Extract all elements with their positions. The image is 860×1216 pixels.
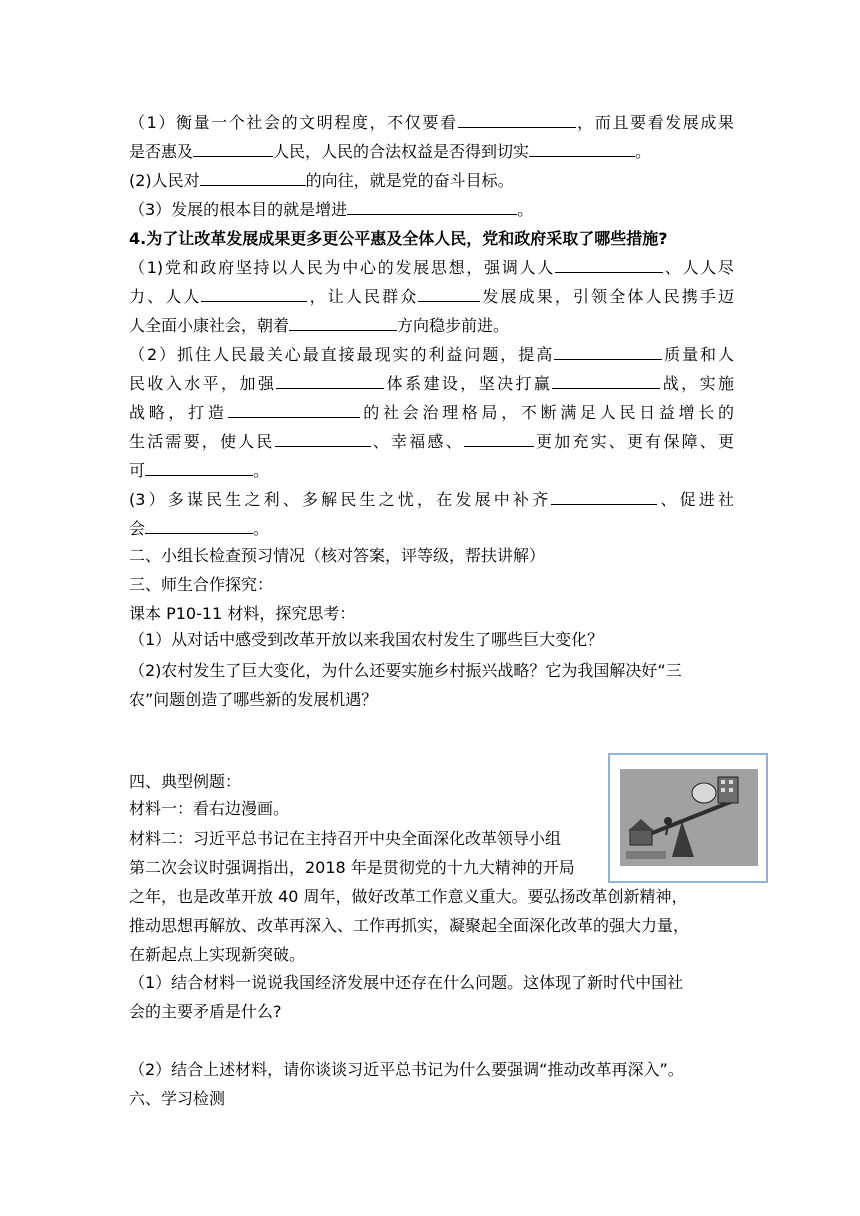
question-line: （2）结合上述材料，请你谈谈习近平总书记为什么要强调“推动改革再深入”。	[129, 1060, 684, 1079]
text-line: (2)人民对 的向往，就是党的奋斗目标。	[129, 166, 734, 195]
text-line: 材料二：习近平总书记在主持召开中央全面深化改革领导小组	[129, 829, 562, 848]
section-heading: 二、小组长检查预习情况（核对答案，评等级，帮扶讲解）	[129, 546, 546, 565]
text-line: 会 。	[129, 514, 734, 543]
section-heading: 四、典型例题：	[129, 772, 242, 791]
fill-blank[interactable]	[201, 283, 307, 302]
text-line: 推动思想再解放、改革再深入、工作再抓实，凝聚起全面深化改革的强大力量，	[129, 916, 690, 935]
text-line: 战略，打造 的社会治理格局，不断满足人民日益增长的	[129, 398, 734, 427]
seesaw-cartoon-image	[620, 769, 758, 866]
text-line: 可 。	[129, 456, 734, 485]
fill-blank[interactable]	[145, 457, 253, 476]
fill-blank[interactable]	[200, 167, 306, 186]
text-line: 之年，也是改革开放 40 周年，做好改革工作意义重大。要弘扬改革创新精神，	[129, 887, 688, 906]
fill-blank[interactable]	[554, 341, 662, 360]
question-line: （2)农村发生了巨大变化，为什么还要实施乡村振兴战略？它为我国解决好“三	[129, 661, 682, 680]
fill-blank[interactable]	[193, 138, 273, 157]
text-line: 力、人人 ，让人民群众 发展成果，引领全体人民携手迈	[129, 282, 734, 311]
question-heading: 4.为了让改革发展成果更多更公平惠及全体人民，党和政府采取了哪些措施?	[129, 229, 668, 248]
fill-blank[interactable]	[555, 254, 663, 273]
fill-blank[interactable]	[529, 138, 635, 157]
question-line: 会的主要矛盾是什么?	[129, 1002, 282, 1021]
fill-blank[interactable]	[464, 428, 534, 447]
section-heading: 三、师生合作探究：	[129, 575, 274, 594]
text-line: 在新起点上实现新突破。	[129, 945, 306, 964]
fill-blank[interactable]	[458, 109, 576, 128]
text-line: 生活需要，使人民 、幸福感、 更加充实、更有保障、更	[129, 427, 734, 456]
question-line: （1）结合材料一说说我国经济发展中还存在什么问题。这体现了新时代中国社	[129, 973, 684, 992]
text-line: 第二次会议时强调指出，2018 年是贯彻党的十九大精神的开局	[129, 858, 575, 877]
fill-blank[interactable]	[347, 196, 517, 215]
fill-blank[interactable]	[145, 515, 253, 534]
fill-blank[interactable]	[276, 370, 384, 389]
text-line: （3）发展的根本目的就是增进 。	[129, 195, 734, 224]
fill-blank[interactable]	[289, 312, 397, 331]
text-line: （1)党和政府坚持以人民为中心的发展思想，强调人人 、人人尽	[129, 253, 734, 282]
fill-blank[interactable]	[275, 428, 371, 447]
fill-blank[interactable]	[552, 370, 660, 389]
fill-blank[interactable]	[418, 283, 480, 302]
text-line: (3）多谋民生之利、多解民生之忧，在发展中补齐 、促进社	[129, 485, 734, 514]
text-line: 民收入水平，加强 体系建设，坚决打赢 战，实施	[129, 369, 734, 398]
fill-blank[interactable]	[228, 399, 360, 418]
question-line: （1）从对话中感受到改革开放以来我国农村发生了哪些巨大变化？	[129, 630, 604, 649]
text-line: 是否惠及 人民，人民的合法权益是否得到切实 。	[129, 137, 734, 166]
section-heading: 六、学习检测	[129, 1089, 226, 1108]
text-line: 材料一：看右边漫画。	[129, 799, 290, 818]
text-line: （1）衡量一个社会的文明程度，不仅要看 ，而且要看发展成果	[129, 108, 734, 137]
cartoon-figure	[608, 753, 768, 883]
fill-blank[interactable]	[551, 486, 657, 505]
text-line: 人全面小康社会，朝着 方向稳步前进。	[129, 311, 734, 340]
text-line: 课本 P10-11 材料，探究思考：	[129, 604, 356, 623]
text-line: （2）抓住人民最关心最直接最现实的利益问题，提高 质量和人	[129, 340, 734, 369]
question-line: 农”问题创造了哪些新的发展机遇？	[129, 690, 378, 709]
